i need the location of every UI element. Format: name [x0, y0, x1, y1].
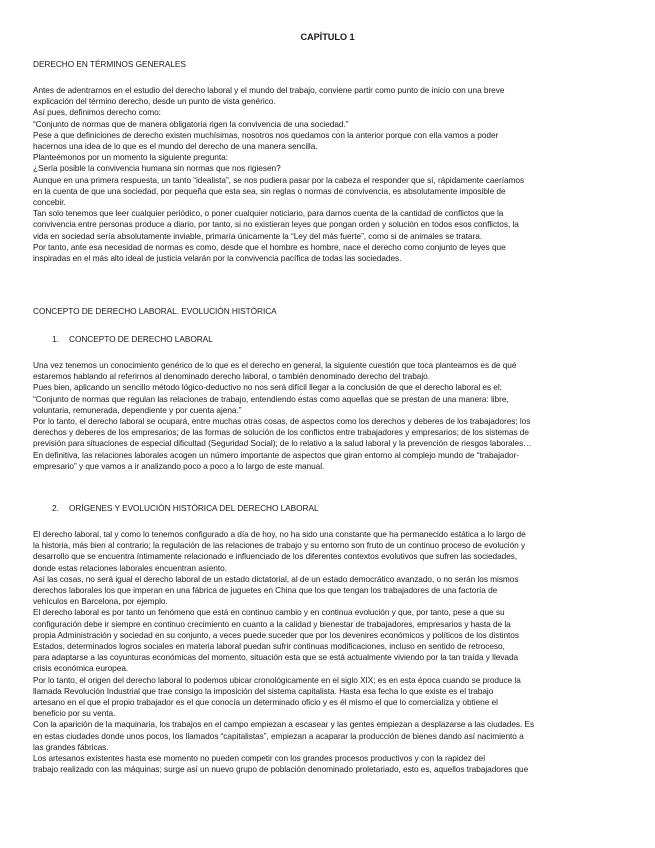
text-line: llamada Revolución Industrial que trae consigo la imposición del sistema capitalista. Hasta esa fecha lo que existe es el trabajo	[33, 685, 494, 696]
text-line: derechos laborales los que imperan en una fábrica de juguetes en China que los que tengan los trabajadores de una factoría de	[33, 585, 498, 596]
text-line: En definitiva, las relaciones laborales acogen un número importante de aspectos que giran entorno al complejo mundo de “trabajador-	[33, 449, 520, 460]
text-line: Aunque en una primera respuesta, un tanto “idealista”, se nos pudiera pasar por la cabeza el responder que sí, rápidamente caeríamos	[33, 174, 525, 185]
subsection-title: CONCEPTO DE DERECHO LABORAL	[69, 334, 213, 344]
text-line: Una vez tenemos un conocimiento genérico de lo que es el derecho en general, la siguiente cuestión que toca plantearnos es de qué	[33, 360, 517, 370]
text-line: Antes de adentrarnos en el estudio del derecho laboral y el mundo del trabajo, conviene partir como punto de inicio con una breve	[33, 85, 505, 95]
text-line: las grandes fábricas.	[33, 741, 109, 752]
text-line: Así las cosas, no será igual el derecho laboral de un estado dictatorial, al de un estado democrático avanzado, o no serán los mismos	[33, 573, 519, 584]
paragraph-block-1	[33, 85, 628, 264]
text-line: empresario” y que vamos a ir analizando poco a poco a lo largo de este manual.	[33, 460, 325, 471]
text-line: vida en sociedad sería absolutamente inviable, primaría únicamente la “Ley del más fuerte”, como si de animales se tratara.	[33, 230, 483, 241]
text-line: Por tanto, ante esa necesidad de normas es como, desde que el hombre es hombre, nace el derecho como conjunto de leyes que	[33, 241, 506, 252]
text-line: Así pues, definimos derecho como:	[33, 107, 161, 118]
text-line: inspiradas en el más alto ideal de justicia velarán por la convivencia pacífica de todas las sociedades.	[33, 253, 402, 264]
section-heading-concepto: CONCEPTO DE DERECHO LABORAL. EVOLUCIÓN HISTÓRICA	[33, 306, 277, 316]
subsection-number: 2.	[52, 503, 59, 513]
text-line: Planteémonos por un momento la siguiente pregunta:	[33, 152, 228, 163]
subsection-heading-1	[52, 334, 213, 345]
text-line: Los artesanos existentes hasta ese momento no pueden competir con los grandes procesos productivos y con la rapidez del	[33, 753, 486, 764]
chapter-title: CAPÍTULO 1	[300, 32, 355, 42]
text-line: Tan solo tenemos que leer cualquier periódico, o poner cualquier noticiario, para darnos cuenta de la cantidad de conflictos que la	[33, 208, 504, 219]
text-line: hacernos una idea de lo que es el mundo del derecho de una manera sencilla.	[33, 141, 318, 152]
text-line: derechos y deberes de los empresarios; de las formas de solución de los conflictos entre trabajadores y empresarios; de los sistemas de	[33, 427, 529, 438]
text-line: El derecho laboral, tal y como lo tenemos configurado a día de hoy, no ha sido una constante que ha permanecido estática a lo largo de	[33, 529, 526, 539]
text-line: voluntaria, remunerada, dependiente y por cuenta ajena.”	[33, 404, 242, 415]
subsection-title: ORÍGENES Y EVOLUCIÓN HISTÓRICA DEL DERECHO LABORAL	[69, 503, 319, 513]
text-line: en la cuenta de que una sociedad, por pequeña que esta sea, sin reglas o normas de convivencia, es absolutamente imposible de	[33, 185, 506, 196]
text-line: “Conjunto de normas que regulan las relaciones de trabajo, entendiendo estas como aquellas que se prestan de una manera: libre,	[33, 393, 509, 404]
text-line: donde estas relaciones laborales encuentran asiento.	[33, 562, 227, 573]
text-line: para adaptarse a las coyunturas económicas del momento, situación esta que se está actualmente viviendo por la tan traída y llevada	[33, 652, 519, 663]
text-line: configuración debe ir siempre en continuo crecimiento en cuanto a la calidad y bienestar de trabajadores, empresarios y hasta de la	[33, 618, 511, 629]
section-heading-derecho: DERECHO EN TÉRMINOS GENERALES	[33, 59, 186, 69]
text-line: Con la aparición de la maquinaria, los trabajos en el campo empiezan a escasear y las gentes empiezan a desplazarse a las ciudades. Es	[33, 719, 535, 730]
text-line: Pese a que definiciones de derecho existen muchísimas, nosotros nos quedamos con la anterior porque con ella vamos a poder	[33, 129, 499, 140]
text-line: estaremos hablando al referirnos al denominado derecho laboral, o también denominado derecho del trabajo.	[33, 371, 430, 382]
text-line: propia Administración y sociedad en su conjunto, a veces puede suceder que por los devenires económicos y políticos de los distintos	[33, 629, 519, 640]
text-line: previsión para situaciones de especial dificultad (Seguridad Social); de lo relativo a la salud laboral y la prevención de riesgos laborales…	[33, 438, 532, 449]
text-line: explicación del término derecho, desde un punto de vista genérico.	[33, 96, 276, 107]
text-line: Por lo tanto, el origen del derecho laboral lo podemos ubicar cronológicamente en el siglo XIX; es en esta época cuando se produce la	[33, 674, 521, 685]
paragraph-block-2	[33, 360, 628, 472]
text-line: Estados, determinados logros sociales en materia laboral puedan sufrir continuas modificaciones, incluso en sentido de retroceso,	[33, 641, 505, 652]
text-line: artesano en el que el propio trabajador es el que conocía un determinado oficio y es él mismo el que lo comercializa y obtiene el	[33, 697, 498, 708]
text-line: convivencia entre personas produce a diario, por tanto, si no existieran leyes que pongan orden y solución en todos esos conflictos, la	[33, 219, 519, 230]
text-line: “Conjunto de normas que de manera obligatoria rigen la convivencia de una sociedad.”	[33, 118, 349, 129]
text-line: beneficio por su venta.	[33, 708, 116, 719]
text-line: El derecho laboral es por tanto un fenómeno que está en continuo cambio y en continua evolución y que, por tanto, pese a que su	[33, 607, 505, 618]
text-line: desarrollo que se encuentra íntimamente relacionado e influenciado de los diferentes contextos evolutivos que sufren las sociedades,	[33, 551, 518, 562]
text-line: vehículos en Barcelona, por ejemplo.	[33, 596, 168, 607]
subsection-heading-2	[52, 503, 319, 514]
text-line: en estas ciudades donde unos pocos, los llamados “capitalistas”, empiezan a acaparar la producción de bienes dando así nacimiento a	[33, 730, 524, 741]
paragraph-block-3	[33, 529, 628, 775]
text-line: Pues bien, aplicando un sencillo método lógico-deductivo no nos será difícil llegar a la conclusión de que el derecho laboral es el:	[33, 382, 502, 393]
text-line: trabajo realizado con las máquinas; surge así un nuevo grupo de población denominado proletariado, esto es, aquellos trabajadores que	[33, 764, 529, 775]
text-line: concebir.	[33, 197, 66, 208]
text-line: ¿Sería posible la convivencia humana sin normas que nos rigiesen?	[33, 163, 281, 174]
text-line: la historia, más bien al contrario; la regulación de las relaciones de trabajo y su entorno son fruto de un continuo proceso de evolución y	[33, 540, 526, 551]
subsection-number: 1.	[52, 334, 59, 344]
text-line: crisis económica europea.	[33, 663, 129, 674]
text-line: Por lo tanto, el derecho laboral se ocupará, entre muchas otras cosas, de aspectos como los derechos y deberes de los trabajadores; los	[33, 416, 531, 427]
